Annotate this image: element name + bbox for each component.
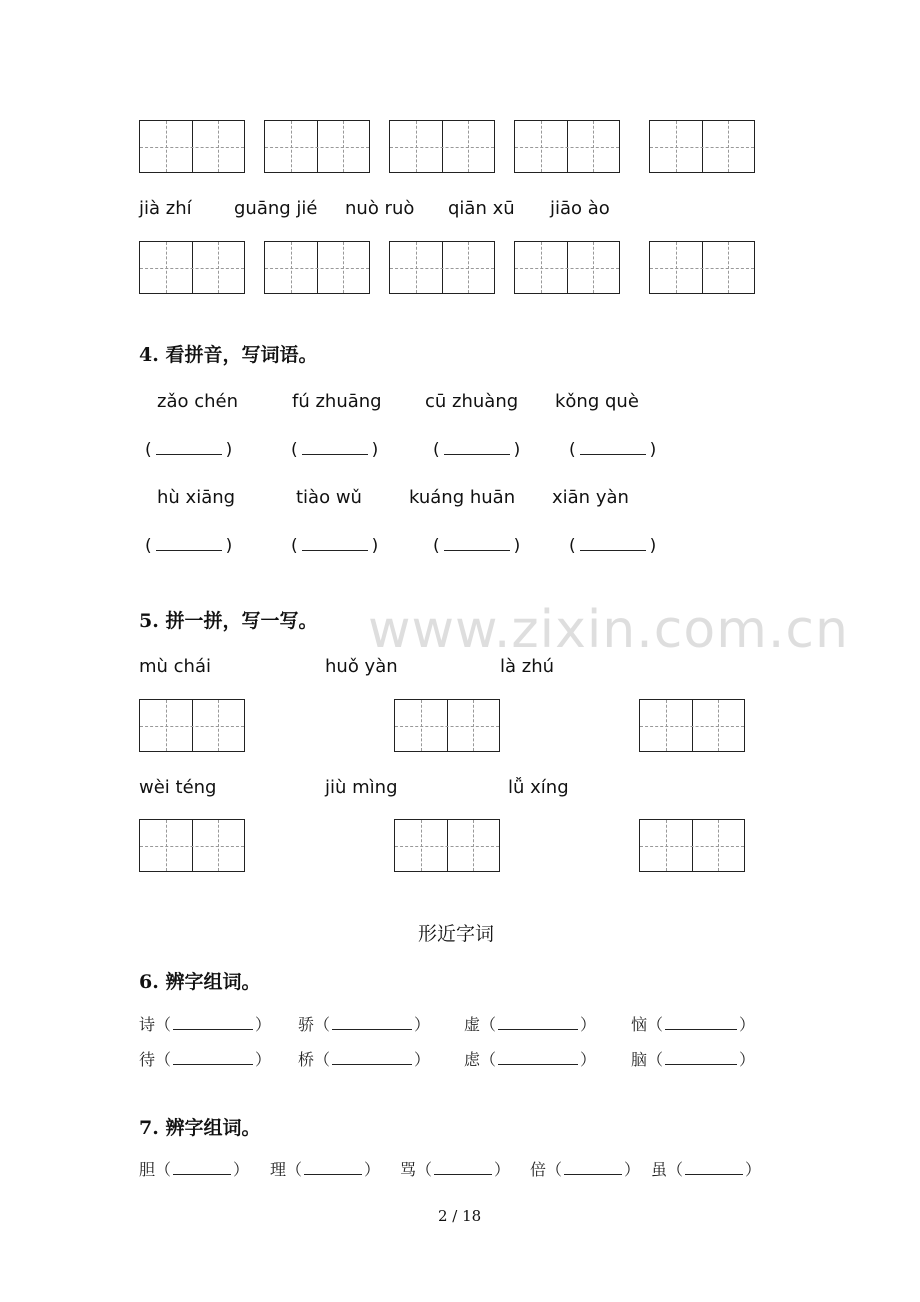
pinyin-label: tiào wǔ (296, 487, 362, 508)
pinyin-label: wèi téng (139, 777, 217, 798)
word-blank[interactable]: 倍（ ） (530, 1160, 641, 1179)
word-blank[interactable]: 脑（ ） (631, 1050, 756, 1069)
pinyin-label: nuò ruò (345, 198, 415, 219)
writing-grid[interactable] (394, 819, 500, 872)
writing-grid[interactable] (649, 120, 755, 173)
writing-grid[interactable] (639, 819, 745, 872)
word-blank[interactable]: 理（ ） (270, 1160, 381, 1179)
pinyin-label: kuáng huān (409, 487, 516, 508)
writing-grid[interactable] (639, 699, 745, 752)
watermark: www.zixin.com.cn (368, 600, 849, 660)
answer-blank[interactable]: ( ) (291, 440, 379, 460)
writing-grid[interactable] (649, 241, 755, 294)
answer-blank[interactable]: ( ) (569, 536, 657, 556)
word-blank[interactable]: 恼（ ） (631, 1015, 756, 1034)
writing-grid[interactable] (139, 241, 245, 294)
pinyin-label: huǒ yàn (325, 656, 398, 677)
pinyin-label: kǒng què (555, 391, 639, 412)
writing-grid[interactable] (394, 699, 500, 752)
answer-blank[interactable]: ( ) (433, 440, 521, 460)
writing-grid[interactable] (139, 699, 245, 752)
pinyin-label: guāng jié (234, 198, 318, 219)
section-4-title: 4. 看拼音，写词语。 (139, 344, 318, 366)
pinyin-label: jià zhí (139, 198, 192, 219)
pinyin-label: cū zhuàng (425, 391, 519, 412)
section-5-title: 5. 拼一拼，写一写。 (139, 610, 318, 632)
word-blank[interactable]: 待（ ） (139, 1050, 272, 1069)
writing-grid[interactable] (139, 120, 245, 173)
word-blank[interactable]: 虚（ ） (464, 1015, 597, 1034)
writing-grid[interactable] (514, 120, 620, 173)
writing-grid[interactable] (389, 241, 495, 294)
word-blank[interactable]: 诗（ ） (139, 1015, 272, 1034)
writing-grid[interactable] (514, 241, 620, 294)
section-6-title: 6. 辨字组词。 (139, 971, 261, 993)
answer-blank[interactable]: ( ) (433, 536, 521, 556)
word-blank[interactable]: 胆（ ） (139, 1160, 250, 1179)
pinyin-label: là zhú (500, 656, 555, 677)
page-number: 2 / 18 (438, 1207, 482, 1225)
pinyin-label: jiù mìng (325, 777, 398, 798)
pinyin-label: jiāo ào (550, 198, 610, 219)
word-blank[interactable]: 骄（ ） (298, 1015, 431, 1034)
answer-blank[interactable]: ( ) (569, 440, 657, 460)
writing-grid[interactable] (264, 241, 370, 294)
answer-blank[interactable]: ( ) (145, 536, 233, 556)
word-blank[interactable]: 桥（ ） (298, 1050, 431, 1069)
word-blank[interactable]: 虽（ ） (651, 1160, 762, 1179)
pinyin-label: xiān yàn (552, 487, 629, 508)
writing-grid[interactable] (389, 120, 495, 173)
word-blank[interactable]: 骂（ ） (400, 1160, 511, 1179)
pinyin-label: fú zhuāng (292, 391, 382, 412)
writing-grid[interactable] (139, 819, 245, 872)
pinyin-label: qiān xū (448, 198, 515, 219)
pinyin-label: zǎo chén (157, 391, 238, 412)
pinyin-label: mù chái (139, 656, 211, 677)
section-7-title: 7. 辨字组词。 (139, 1117, 261, 1139)
answer-blank[interactable]: ( ) (145, 440, 233, 460)
pinyin-label: hù xiāng (157, 487, 236, 508)
writing-grid[interactable] (264, 120, 370, 173)
word-blank[interactable]: 虑（ ） (464, 1050, 597, 1069)
answer-blank[interactable]: ( ) (291, 536, 379, 556)
center-heading: 形近字词 (418, 923, 495, 945)
pinyin-label: lǚ xíng (508, 777, 569, 798)
